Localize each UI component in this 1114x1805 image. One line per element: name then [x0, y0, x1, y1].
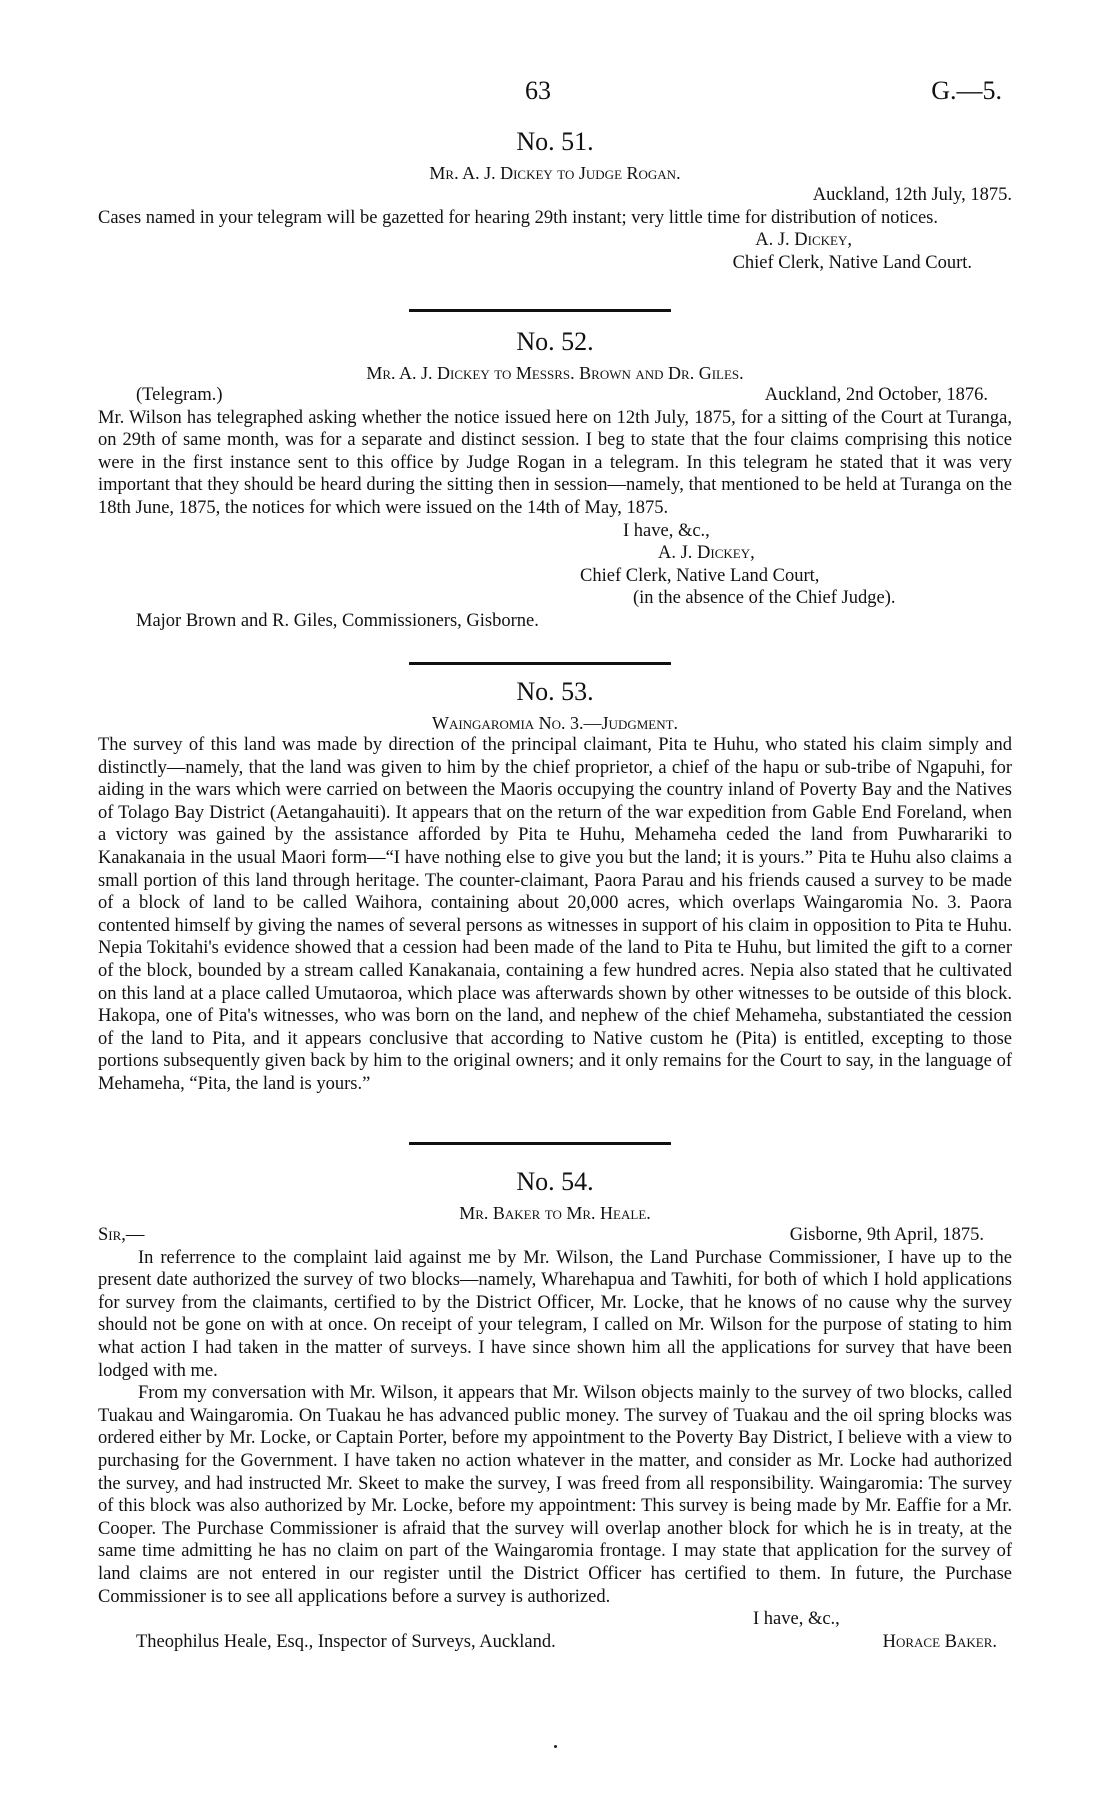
addressee: Major Brown and R. Giles, Commissioners, Gisborne. [136, 610, 539, 631]
section-divider [409, 1142, 671, 1145]
signature-note: (in the absence of the Chief Judge). [633, 588, 896, 609]
signature-title: Chief Clerk, Native Land Court, [580, 565, 820, 586]
page-mark [554, 1745, 557, 1748]
salutation: Sir,— [98, 1225, 145, 1245]
dateline [98, 384, 1012, 407]
signature-name: A. J. Dickey, [755, 230, 852, 251]
letter-body: Cases named in your telegram will be gazetted for hearing 29th instant; very little time for distribution of notices. [98, 207, 938, 228]
section-number: No. 54. [516, 1167, 594, 1196]
dateline: Auckland, 12th July, 1875. [812, 185, 1012, 205]
closing: I have, &c., [753, 1609, 840, 1630]
section-52 [98, 326, 1012, 633]
judgment-body: The survey of this land was made by direction of the principal claimant, Pita te Huhu, who stated his claim simply and distinctly—namely, that the land was given to him by the chief proprietor, a chief of the hapu or sub-tribe of Ngapuhi, for aiding in the wars which were carried on between the Maoris occupying the country inland of Poverty Bay and the Natives of Tolago Bay District (Aetangahauiti). It appears that on the return of the war expedition from Gable End Foreland, when a victory was gained by the assistance afforded by Pita te Huhu, Mehameha ceded the land from Puwharariki to Kanakanaia in the usual Maori form—“I have nothing else to give you but the land; it is yours.” Pita te Huhu also claims a small portion of this land through heritage. The counter-claimant, Paora Parau and his friends caused a survey to be made of a block of land to be called Waihora, containing about 20,000 acres, which overlaps Waingaromia No. 3. Paora contented himself by giving the names of several persons as witnesses in support of his claim in opposition to Pita te Huhu. Nepia Tokitahi's evidence showed that a cession had been made of the land to Pita te Huhu, but limited the gift to a corner of the block, bounded by a stream called Kanakanaia, containing a few hundred acres. Nepia also stated that he cultivated on this land at a place called Umutaoroa, which place was afterwards shown by other witnesses to be outside of this block. Hakopa, one of Pita's witnesses, who was born on the land, and nephew of the chief Mehameha, substantiated the cession of the land to Pita, and it appears conclusive that according to Native custom he (Pita) is entitled, excepting to those portions subsequently given back by him to the original owners; and it only remains for the Court to say, in the language of Mehameha, “Pita, the land is yours.” [98, 735, 1012, 1094]
page-number: 63 [525, 76, 551, 105]
closing: I have, &c., [623, 520, 710, 541]
section-51 [98, 126, 1012, 274]
section-number: No. 52. [516, 327, 594, 356]
letter-body: Mr. Wilson has telegraphed asking whether the notice issued here on 12th July, 1875, for a sitting of the Court at Turanga, on 29th of same month, was for a separate and distinct session. I beg to state that the four claims comprising this notice were in the first instance sent to this office by Judge Rogan in a telegram. In this telegram he stated that it was very important that they should be heard during the sitting then in session—namely, that mentioned to be held at Turanga on the 18th June, 1875, the notices for which were issued on the 14th of May, 1875. [98, 407, 1012, 518]
telegram-label: (Telegram.) [136, 385, 223, 405]
section-title: Mr. A. J. Dickey to Judge Rogan. [429, 163, 681, 183]
document-reference: G.—5. [931, 76, 1002, 105]
footer-line [98, 1631, 1012, 1654]
section-title: Mr. A. J. Dickey to Messrs. Brown and Dr. Giles. [366, 363, 744, 383]
signature-title: Chief Clerk, Native Land Court. [732, 252, 972, 273]
section-54 [98, 1166, 1012, 1653]
letter-paragraph-2: From my conversation with Mr. Wilson, it appears that Mr. Wilson objects mainly to the survey of two blocks, called Tuakau and Waingaromia. On Tuakau he has advanced public money. The survey of Tuakau and the oil spring blocks was ordered either by Mr. Locke, or Captain Porter, before my appointment to the Poverty Bay District, I believe with a view to purchasing for the Government. I have taken no action whatever in the matter, and consider as Mr. Locke had authorized the survey, and had instructed Mr. Skeet to make the survey, I was freed from all responsibility. Waingaromia: The survey of this block was also authorized by Mr. Locke, before my appointment: This survey is being made by Mr. Eaffie for a Mr. Cooper. The Purchase Commissioner is afraid that the survey will overlap another block for which he is in treaty, at the same time admitting he has no claim on part of the Waingaromia frontage. I may state that application for the survey of land claims are not entered in our register until the District Officer has certified to them. In future, the Purchase Commissioner is to see all applications before a survey is authorized. [98, 1383, 1012, 1607]
section-number: No. 51. [516, 127, 594, 156]
addressee: Theophilus Heale, Esq., Inspector of Surveys, Auckland. [136, 1631, 556, 1652]
signature-name: A. J. Dickey, [658, 543, 755, 564]
section-title: Mr. Baker to Mr. Heale. [459, 1203, 651, 1223]
dateline [98, 1224, 1012, 1247]
signature-name: Horace Baker. [882, 1631, 997, 1652]
section-53 [98, 676, 1012, 1096]
letter-paragraph-1: In referrence to the complaint laid against me by Mr. Wilson, the Land Purchase Commissioner, I have up to the present date authorized the survey of two blocks—namely, Wharehapua and Tawhiti, for both of which I hold applications for survey from the claimants, certified to by the District Officer, Mr. Locke, that he knows of no cause why the survey should not be gone on with at once. On receipt of your telegram, I called on Mr. Wilson for the purpose of stating to him what action I had taken in the matter of surveys. I have since shown him all the applications for survey that have been lodged with me. [98, 1247, 1012, 1381]
section-title: Waingaromia No. 3.—Judgment. [431, 713, 679, 733]
section-divider [409, 309, 671, 312]
date: Gisborne, 9th April, 1875. [789, 1225, 984, 1245]
section-number: No. 53. [516, 677, 594, 706]
date: Auckland, 2nd October, 1876. [764, 385, 988, 405]
section-divider [409, 662, 671, 665]
